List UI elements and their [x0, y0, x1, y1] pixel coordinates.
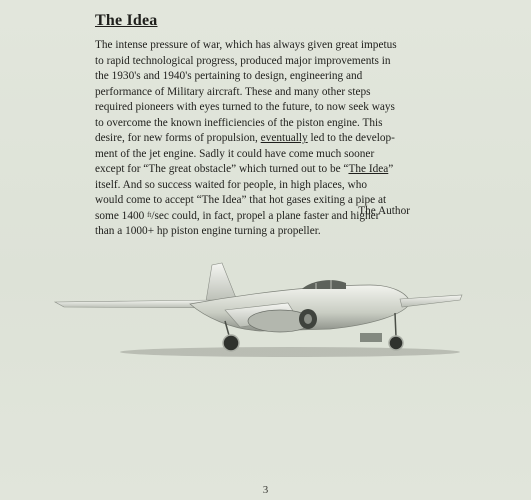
page-number: 3	[262, 484, 269, 496]
text-run: some 1400	[95, 209, 148, 222]
nose-wheel	[389, 336, 403, 350]
text-line: to rapid technological progress, produced major improvements in	[95, 54, 391, 67]
underlined-word: eventually	[260, 132, 308, 144]
page-title: The Idea	[95, 12, 158, 29]
jet-aircraft-illustration	[40, 255, 480, 375]
text-line: itself. And so success waited for people, in high places, who	[95, 178, 368, 191]
text-line: would come to accept “The Idea” that hot gases exiting a pipe at	[95, 194, 387, 206]
text-run: except for “The great obstacle” which turned out to be “	[95, 163, 349, 175]
main-wheel	[223, 335, 239, 351]
text-line: The intense pressure of war, which has always given great impetus	[95, 39, 397, 51]
text-run: /sec could, in fact, propel a plane faster and higher	[151, 209, 380, 222]
underlined-phrase: The Idea	[348, 163, 389, 175]
text-line: performance of Military aircraft. These and many other steps	[95, 85, 371, 98]
text-line: required pioneers with eyes turned to the future, to now seek ways	[95, 101, 395, 113]
text-line: than a 1000+ hp piston engine turning a propeller.	[95, 225, 321, 237]
ground-shadow	[120, 347, 460, 357]
text-line	[95, 131, 425, 147]
text-run: led to the develop-	[307, 132, 395, 144]
text-line: to overcome the known inefficiencies of the piston engine. This	[95, 116, 383, 129]
text-line: ment of the jet engine. Sadly it could have come much sooner	[95, 147, 375, 160]
author-signature: The Author	[358, 205, 410, 217]
text-run: ”	[388, 163, 394, 175]
text-line	[95, 162, 425, 178]
text-run: desire, for new forms of propulsion,	[95, 132, 261, 144]
right-wing	[400, 295, 462, 307]
superscript-unit: ft	[147, 210, 152, 219]
cockpit-canopy	[302, 280, 346, 289]
text-line: the 1930's and 1940's pertaining to design, engineering and	[95, 70, 363, 82]
